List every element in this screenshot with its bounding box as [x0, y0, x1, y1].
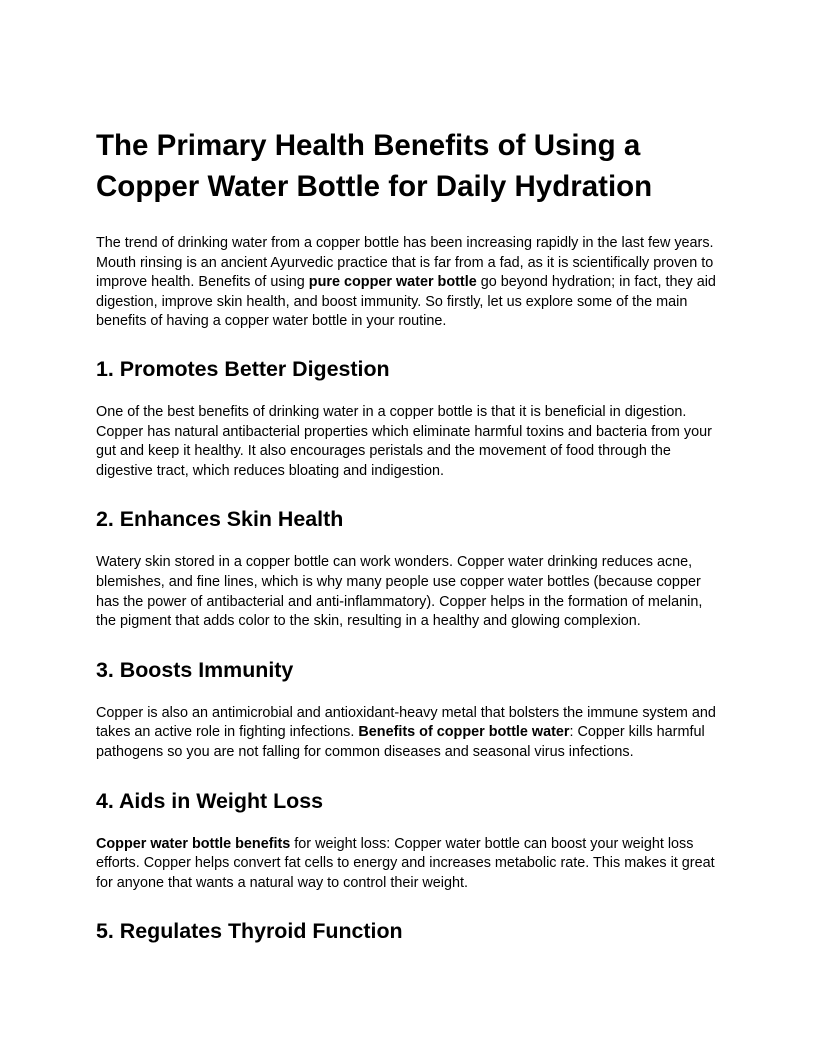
section-heading: 4. Aids in Weight Loss	[96, 788, 324, 813]
section-paragraph: Watery skin stored in a copper bottle can work wonders. Copper water drinking reduces acne, blemishes, and fine lines, which is why many people use copper water bottles (because copper has the power of antibacterial and anti-inflammatory). Copper helps in the formation of melanin, the pigment that adds color to the skin, resulting in a healthy and glowing complexion.	[96, 554, 703, 630]
section-heading: 2. Enhances Skin Health	[96, 507, 344, 532]
section-immunity	[96, 656, 720, 763]
section-skin-health	[96, 505, 720, 631]
section-digestion	[96, 355, 720, 481]
section-text-end: for weight loss: Copper water bottle can boost your weight loss efforts. Copper helps convert fat cells to energy and increases metabolic rate. This makes it great for anyone that wants a natural way to control their weight.	[96, 835, 715, 891]
intro-text-end: go beyond hydration; in fact, they aid digestion, improve skin health, and boost immunity. So firstly, let us explore some of the main benefits of having a copper water bottle in your routine.	[96, 274, 716, 330]
section-bold-text: Copper water bottle benefits	[96, 835, 291, 852]
section-thyroid	[96, 917, 720, 945]
section-heading: 1. Promotes Better Digestion	[96, 356, 390, 381]
section-paragraph: One of the best benefits of drinking water in a copper bottle is that it is beneficial in digestion. Copper has natural antibacterial properties which eliminate harmful toxins and bacteria from your gut and keep it healthy. It also encourages peristals and the movement of food through the digestive tract, which reduces bloating and indigestion.	[96, 403, 712, 479]
section-text-end: : Copper kills harmful pathogens so you are not falling for common diseases and seasonal virus infections.	[96, 724, 705, 760]
section-weight-loss	[96, 787, 720, 894]
intro-paragraph	[96, 234, 722, 332]
section-heading: 5. Regulates Thyroid Function	[96, 919, 403, 944]
intro-text-start: The trend of drinking water from a copper bottle has been increasing rapidly in the last few years. Mouth rinsing is an ancient Ayurvedic practice that is far from a fad, as it is scientifically proven to improve health. Benefits of using	[96, 235, 714, 291]
section-paragraph	[96, 704, 722, 763]
section-heading: 3. Boosts Immunity	[96, 657, 294, 682]
section-text-start: Copper is also an antimicrobial and antioxidant-heavy metal that bolsters the immune system and takes an active role in fighting infections.	[96, 704, 716, 741]
page-title: The Primary Health Benefits of Using a Copper Water Bottle for Daily Hydration	[96, 129, 653, 203]
section-bold-text: Benefits of copper bottle water	[358, 724, 570, 741]
intro-bold-link-text: pure copper water bottle	[308, 274, 477, 291]
section-paragraph	[96, 835, 722, 894]
